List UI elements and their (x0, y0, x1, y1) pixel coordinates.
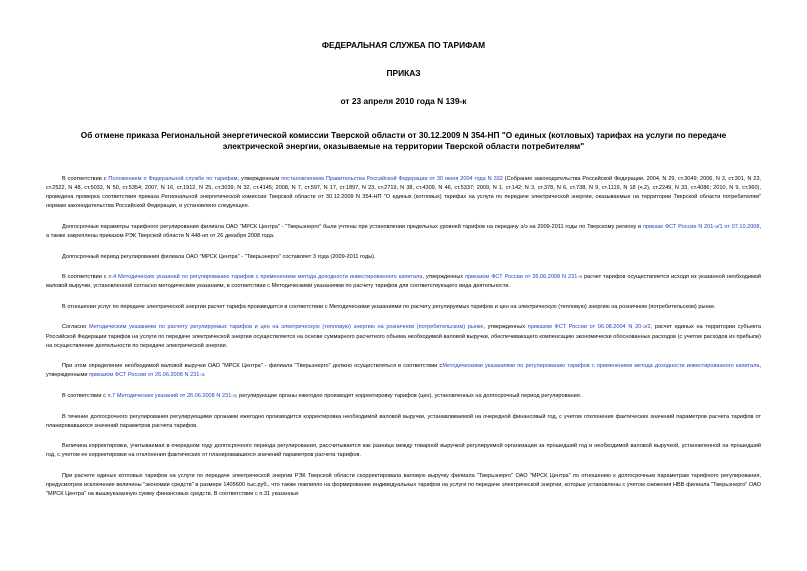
paragraph-text: , утвержденных (422, 274, 466, 281)
paragraph-7 (46, 362, 761, 380)
document-type: ПРИКАЗ (386, 68, 421, 78)
link-government-resolution[interactable]: постановлением Правительства Российской Федерации от 30 июня 2004 года N 332 (281, 176, 503, 182)
agency-name: ФЕДЕРАЛЬНАЯ СЛУЖБА ПО ТАРИФАМ (321, 40, 486, 50)
paragraph-2 (46, 223, 761, 241)
paragraph-10 (46, 442, 761, 460)
paragraph-text: , расчет единых на территории субъекта Российской Федерации тарифов на услуги по передаче электрической энергии осуществляется на основе суммарного расчетного объема необходимой валовой выручки, обеспечивающего компенсацию экономически обоснованных расходов (с учетом расходов из прибыли) на осуществление деятельности по передаче электрической энергии. (46, 324, 761, 349)
paragraph-4 (46, 273, 761, 291)
paragraph-text: , утвержденным (237, 176, 282, 182)
document-title: Об отмене приказа Региональной энергетической комиссии Тверской области от 30.12.2009 N 354-НП "О единых (котловых) тарифах на услуги по передаче электрической энергии, оказываемые на территории Тверской области потребителям" (80, 130, 727, 151)
paragraph-text: В отношении услуг по передаче электрической энергии расчет тарифа производится в соответствии с Методическими указаниями по расчету регулируемых тарифов и цен на электрическую (тепловую) энергию на розничном (потребительском) рынке. (62, 303, 716, 310)
link-fst-order-201[interactable]: приказе ФСТ России N 201-э/1 от 07.10.2008 (642, 223, 760, 230)
document-date: от 23 апреля 2010 года N 139-к (340, 96, 467, 106)
link-methodical-p7[interactable]: п.7 Методических указаний от 26.06.2008 N 231-э (107, 392, 236, 399)
paragraph-text: , утвержденными (46, 363, 761, 379)
link-methodical-retail[interactable]: Методическим указаниям по расчету регулируемых тарифов и цен на электрическую (тепловую) энергию на розничном (потребительском) рынке (88, 324, 484, 331)
paragraph-text: В соответствии с (62, 392, 108, 399)
paragraph-text: В течение долгосрочного регулирования регулирующими органами ежегодно производится корректировка необходимой валовой выручки, устанавливаемой на очередной финансовый год, с учетом отклонения фактических значений параметров расчета тарифов от планировавшихся значений параметров расчета тарифов. (46, 413, 761, 429)
link-fst-order-231-b[interactable]: приказом ФСТ России от 26.06.2008 N 231-э (89, 372, 205, 379)
link-methodical-capital[interactable]: Методическими указаниями по регулированию тарифов с применением метода доходности инвестированного капитала (442, 363, 760, 370)
paragraph-text: Долгосрочные параметры тарифного регулирования филиала ОАО "МРСК Центра" - "Тверьэнерго" были учтены при установлении предельных уровней тарифов на передачу э/э на 2009-2011 годы по Тверскому региону в (62, 223, 643, 230)
paragraph-5 (46, 303, 761, 312)
paragraph-text: . (204, 372, 206, 379)
paragraph-text: В соответствии с (62, 176, 109, 182)
paragraph-text: (Собрание законодательства Российской Федерации, 2004, N 29, ст.3049; 2006, N 3, ст.301, N 23, ст.2522, N 48, ст.5032, N 50, ст.5354; 2007, N 16, ст.1912, N 25, ст.3039, N 32, ст.4145; 2008, N 7, ст.597, N 17, ст.1897, N 23, ст.2719, N 38, ст.4309, N 46, ст.5337; 2009, N 1, ст.142; N 3, ст.378, N 6, ст.738, N 9, ст.1119, N 18 (ч.2), ст.2249, N 33, ст.4086; 2010, N 9, ст.960), проведена проверка соответствия приказа Региональной энергетической комиссии Тверской области от 30.12.2009 N 354-НП "О единых (котловых) тарифах на услуги по передаче электрической энергии, оказываемые на территории Тверской области потребителям" нормам законодательства Российской Федерации, и установлено следующее. (46, 176, 761, 210)
link-fst-order-20[interactable]: приказом ФСТ России от 06.08.2004 N 20-э/2 (527, 324, 651, 331)
paragraph-3 (46, 253, 761, 262)
paragraph-text: При расчете единых котловых тарифов на услуги по передаче электрической энергии РЭК Тверской области скорректировала валовую выручку филиала "Тверьэнерго" ОАО "МРСК Центра" по отношению к долгосрочным параметрам тарифного регулирования, предусмотрев исключение величины "экономии средств" в размере 1405600 тыс.руб., что также повлияло на формирование индивидуальных тарифов на услуги по передаче электрической энергии, которые установлены с учетом снижения НВВ филиала "Тверьэнерго" ОАО "МРСК Центра" на вышеуказанную сумму финансовых средств. В соответствии с п.31 указанных (46, 472, 761, 498)
paragraph-11 (46, 472, 761, 499)
link-methodical-p4[interactable]: п.4 Методических указаний по регулированию тарифов с применением метода доходности инвестированного капитала (108, 274, 423, 281)
paragraph-text: Долгосрочный период регулирования филиала ОАО "МРСК Центра" - "Тверьэнерго" составляет 3 года (2009-2011 годы). (62, 253, 376, 260)
paragraph-text: , а также закреплены приказом РЭК Тверской области N 448-нп от 26 декабря 2008 года. (46, 223, 761, 239)
paragraph-9 (46, 413, 761, 431)
paragraph-text: В соответствии с (62, 274, 109, 281)
paragraph-8 (46, 392, 761, 401)
paragraph-text: Согласно (62, 324, 89, 331)
link-fst-order-231[interactable]: приказом ФСТ России от 26.06.2008 N 231-э (465, 274, 582, 281)
paragraph-text: Величина корректировки, учитываемая в очередном году долгосрочного периода регулирования, рассчитывается как разница между товарной выручкой регулируемой организации за прошедший год и необходимой валовой выручкой, установленной на прошедший год, с учетом ее корректировки на отклонения фактических от планировавшихся значений параметров расчета тарифов. (46, 443, 761, 459)
paragraph-6 (46, 323, 761, 350)
paragraph-text: расчет тарифов осуществляется исходя из указанной необходимой валовой выручки, установленной согласно методическим указаниям, в соответствии с Методическими указаниями по расчету тарифов для соответствующего вида деятельности. (46, 274, 761, 290)
paragraph-text: , регулирующие органы ежегодно производят корректировку тарифов (цен), установленных на долгосрочный период регулирования. (235, 392, 582, 399)
paragraph-text: При этом определение необходимой валовой выручки ОАО "МРСК Центра" - филиала "Тверьэнерго" должно осуществляться в соответствии с (62, 363, 443, 370)
paragraph-text: , утвержденных (483, 324, 528, 331)
link-fst-regulation[interactable]: Положением о Федеральной службе по тарифам (108, 176, 238, 182)
paragraph-1 (46, 175, 761, 211)
